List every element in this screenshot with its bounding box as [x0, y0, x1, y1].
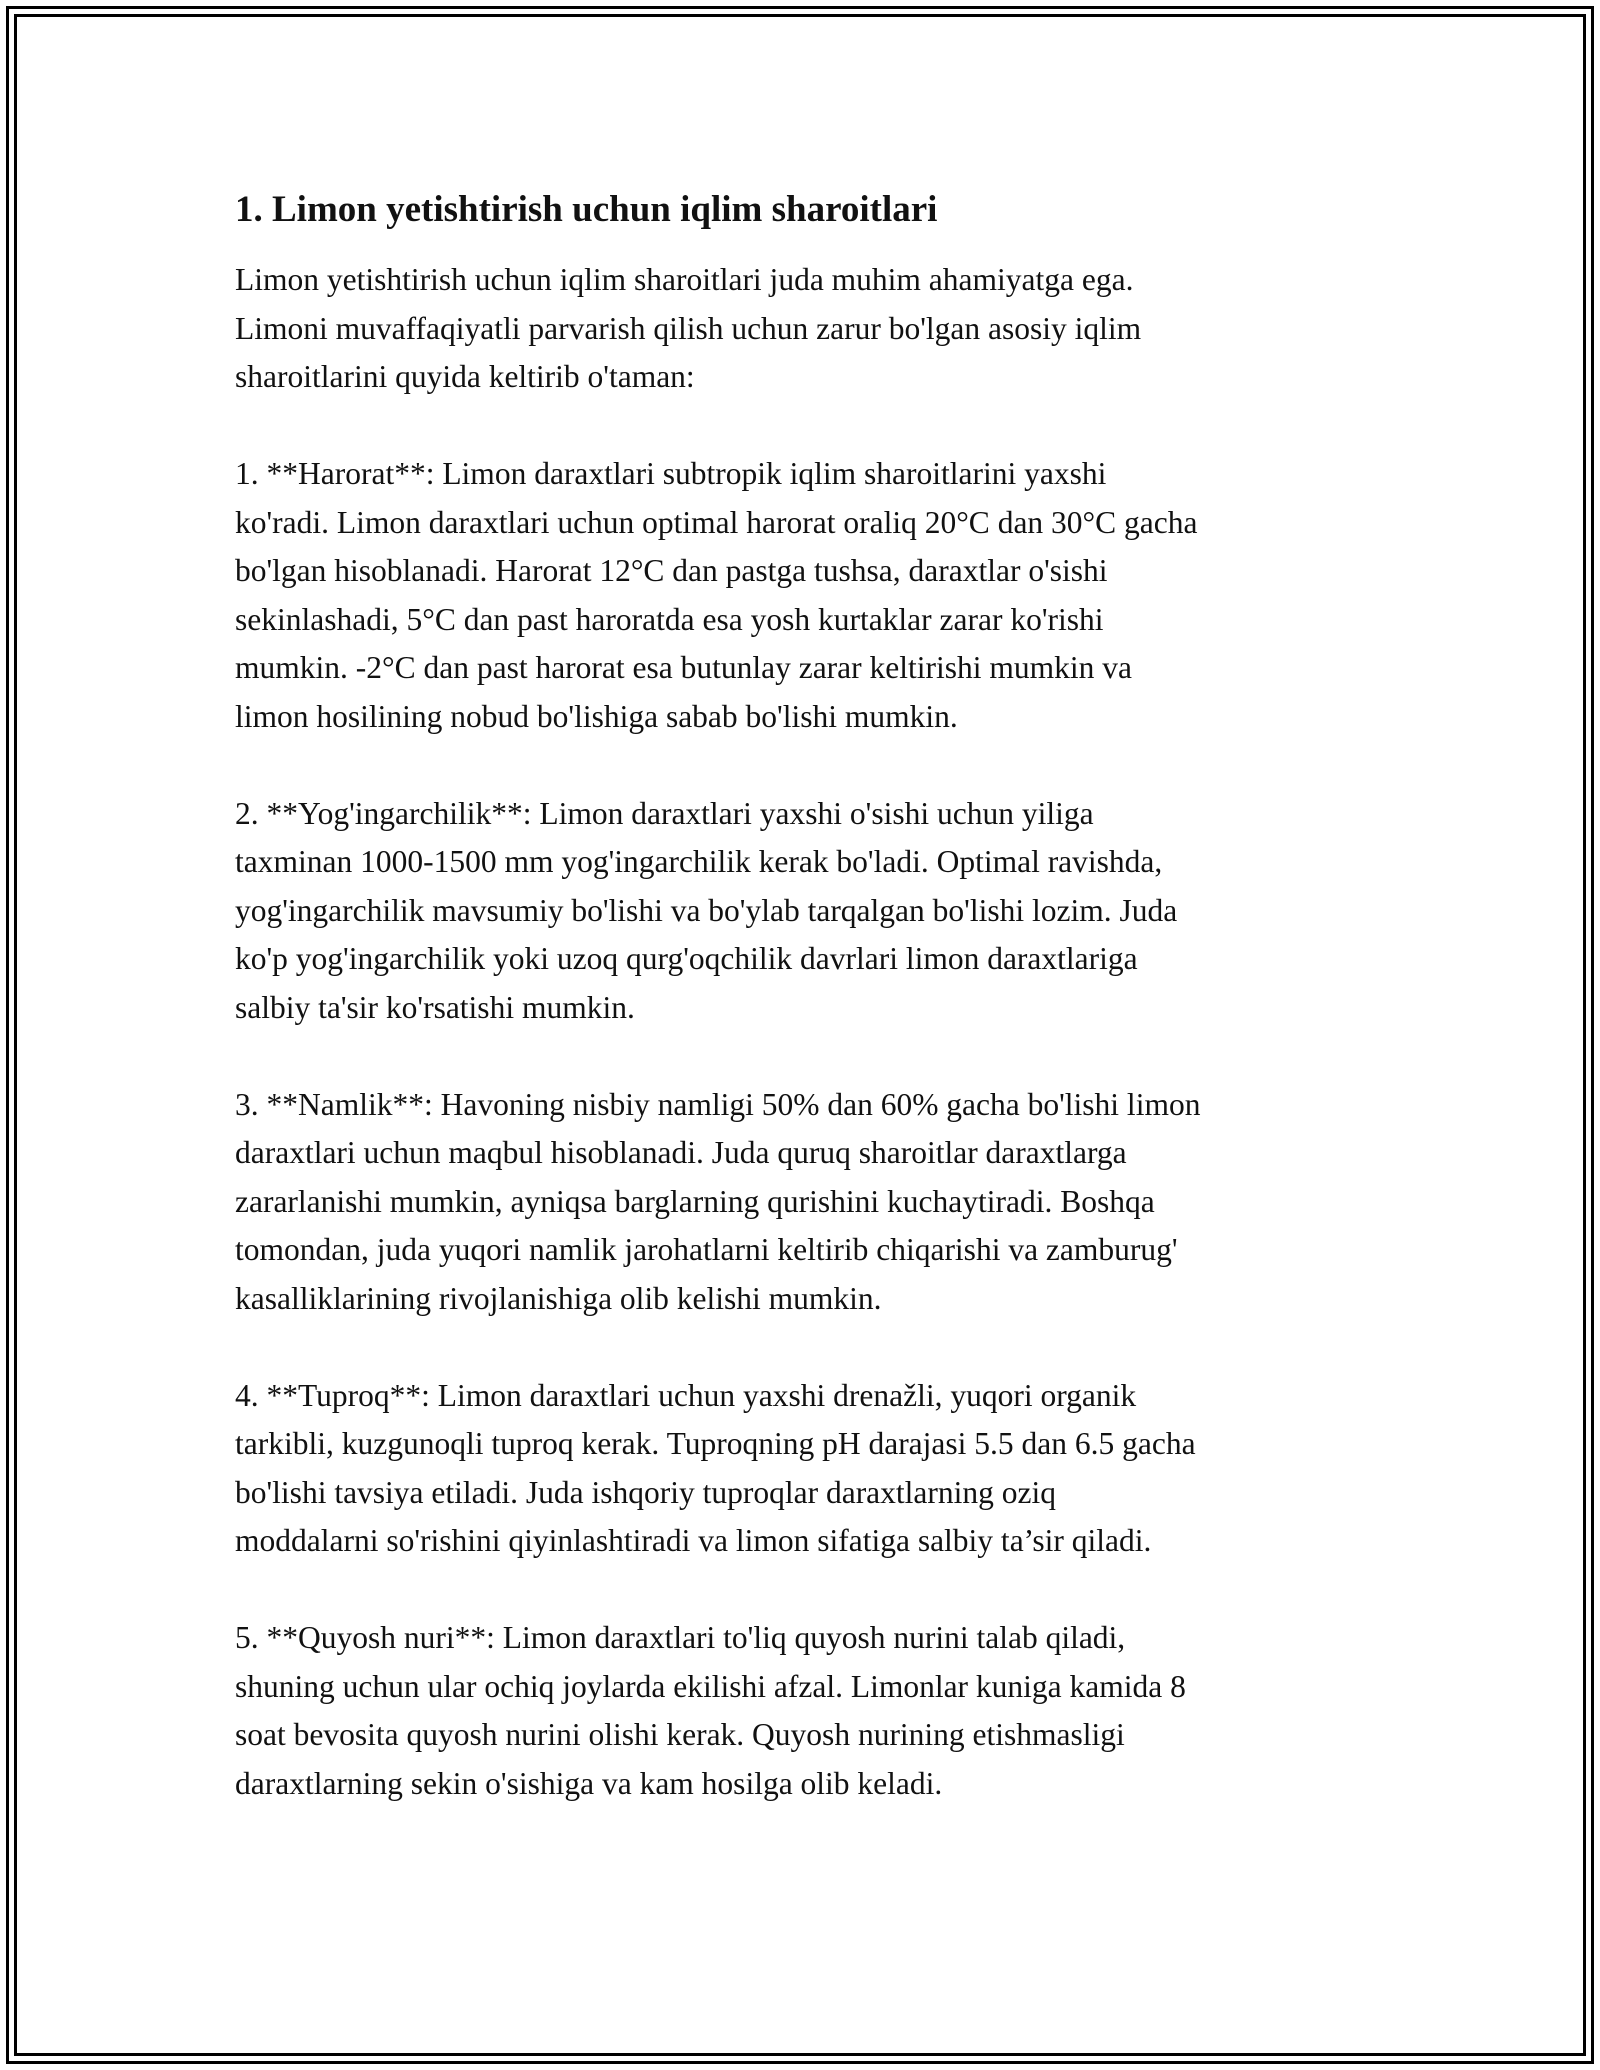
- precipitation-paragraph: 2. **Yog'ingarchilik**: Limon daraxtlari yaxshi o'sishi uchun yiliga taxminan 1000-1500 mm yog'ingarchilik kerak bo'ladi. Optimal ravishda, yog'ingarchilik mavsumiy bo'lishi va bo'ylab tarqalgan bo'lishi lozim. Juda ko'p yog'ingarchilik yoki uzoq qurg'oqchilik davrlari limon daraxtlariga salbiy ta'sir ko'rsatishi mumkin.: [235, 795, 1178, 1025]
- intro-paragraph: Limon yetishtirish uchun iqlim sharoitlari juda muhim ahamiyatga ega. Limoni muvaffaqiyatli parvarish qilish uchun zarur bo'lgan asosiy iqlim sharoitlarini quyida keltirib o'taman:: [235, 262, 1142, 394]
- document-body: [235, 186, 1365, 1808]
- humidity-paragraph: 3. **Namlik**: Havoning nisbiy namligi 50% dan 60% gacha bo'lishi limon daraxtlari uchun maqbul hisoblanadi. Juda quruq sharoitlar daraxtlarga zararlanishi mumkin, ayniqsa barglarning qurishini kuchaytiradi. Boshqa tomondan, juda yuqori namlik jarohatlarni keltirib chiqarishi va zamburug' kasalliklarining rivojlanishiga olib kelishi mumkin.: [235, 1086, 1201, 1316]
- temperature-paragraph: 1. **Harorat**: Limon daraxtlari subtropik iqlim sharoitlarini yaxshi ko'radi. Limon daraxtlari uchun optimal harorat oraliq 20°C dan 30°C gacha bo'lgan hisoblanadi. Harorat 12°C dan pastga tushsa, daraxtlar o'sishi sekinlashadi, 5°C dan past haroratda esa yosh kurtaklar zarar ko'rishi mumkin. -2°C dan past harorat esa butunlay zarar keltirishi mumkin va limon hosilining nobud bo'lishiga sabab bo'lishi mumkin.: [235, 456, 1198, 734]
- soil-paragraph: 4. **Tuproq**: Limon daraxtlari uchun yaxshi drenažli, yuqori organik tarkibli, kuzgunoqli tuproq kerak. Tuproqning pH darajasi 5.5 dan 6.5 gacha bo'lishi tavsiya etiladi. Juda ishqoriy tuproqlar daraxtlarning oziq moddalarni so'rishini qiyinlashtiradi va limon sifatiga salbiy ta’sir qiladi.: [235, 1377, 1196, 1558]
- sunlight-paragraph: 5. **Quyosh nuri**: Limon daraxtlari to'liq quyosh nurini talab qiladi, shuning uchun ular ochiq joylarda ekilishi afzal. Limonlar kuniga kamida 8 soat bevosita quyosh nurini olishi kerak. Quyosh nurining etishmasligi daraxtlarning sekin o'sishiga va kam hosilga olib keladi.: [235, 1620, 1186, 1801]
- section-heading: 1. Limon yetishtirish uchun iqlim sharoitlari: [235, 189, 938, 230]
